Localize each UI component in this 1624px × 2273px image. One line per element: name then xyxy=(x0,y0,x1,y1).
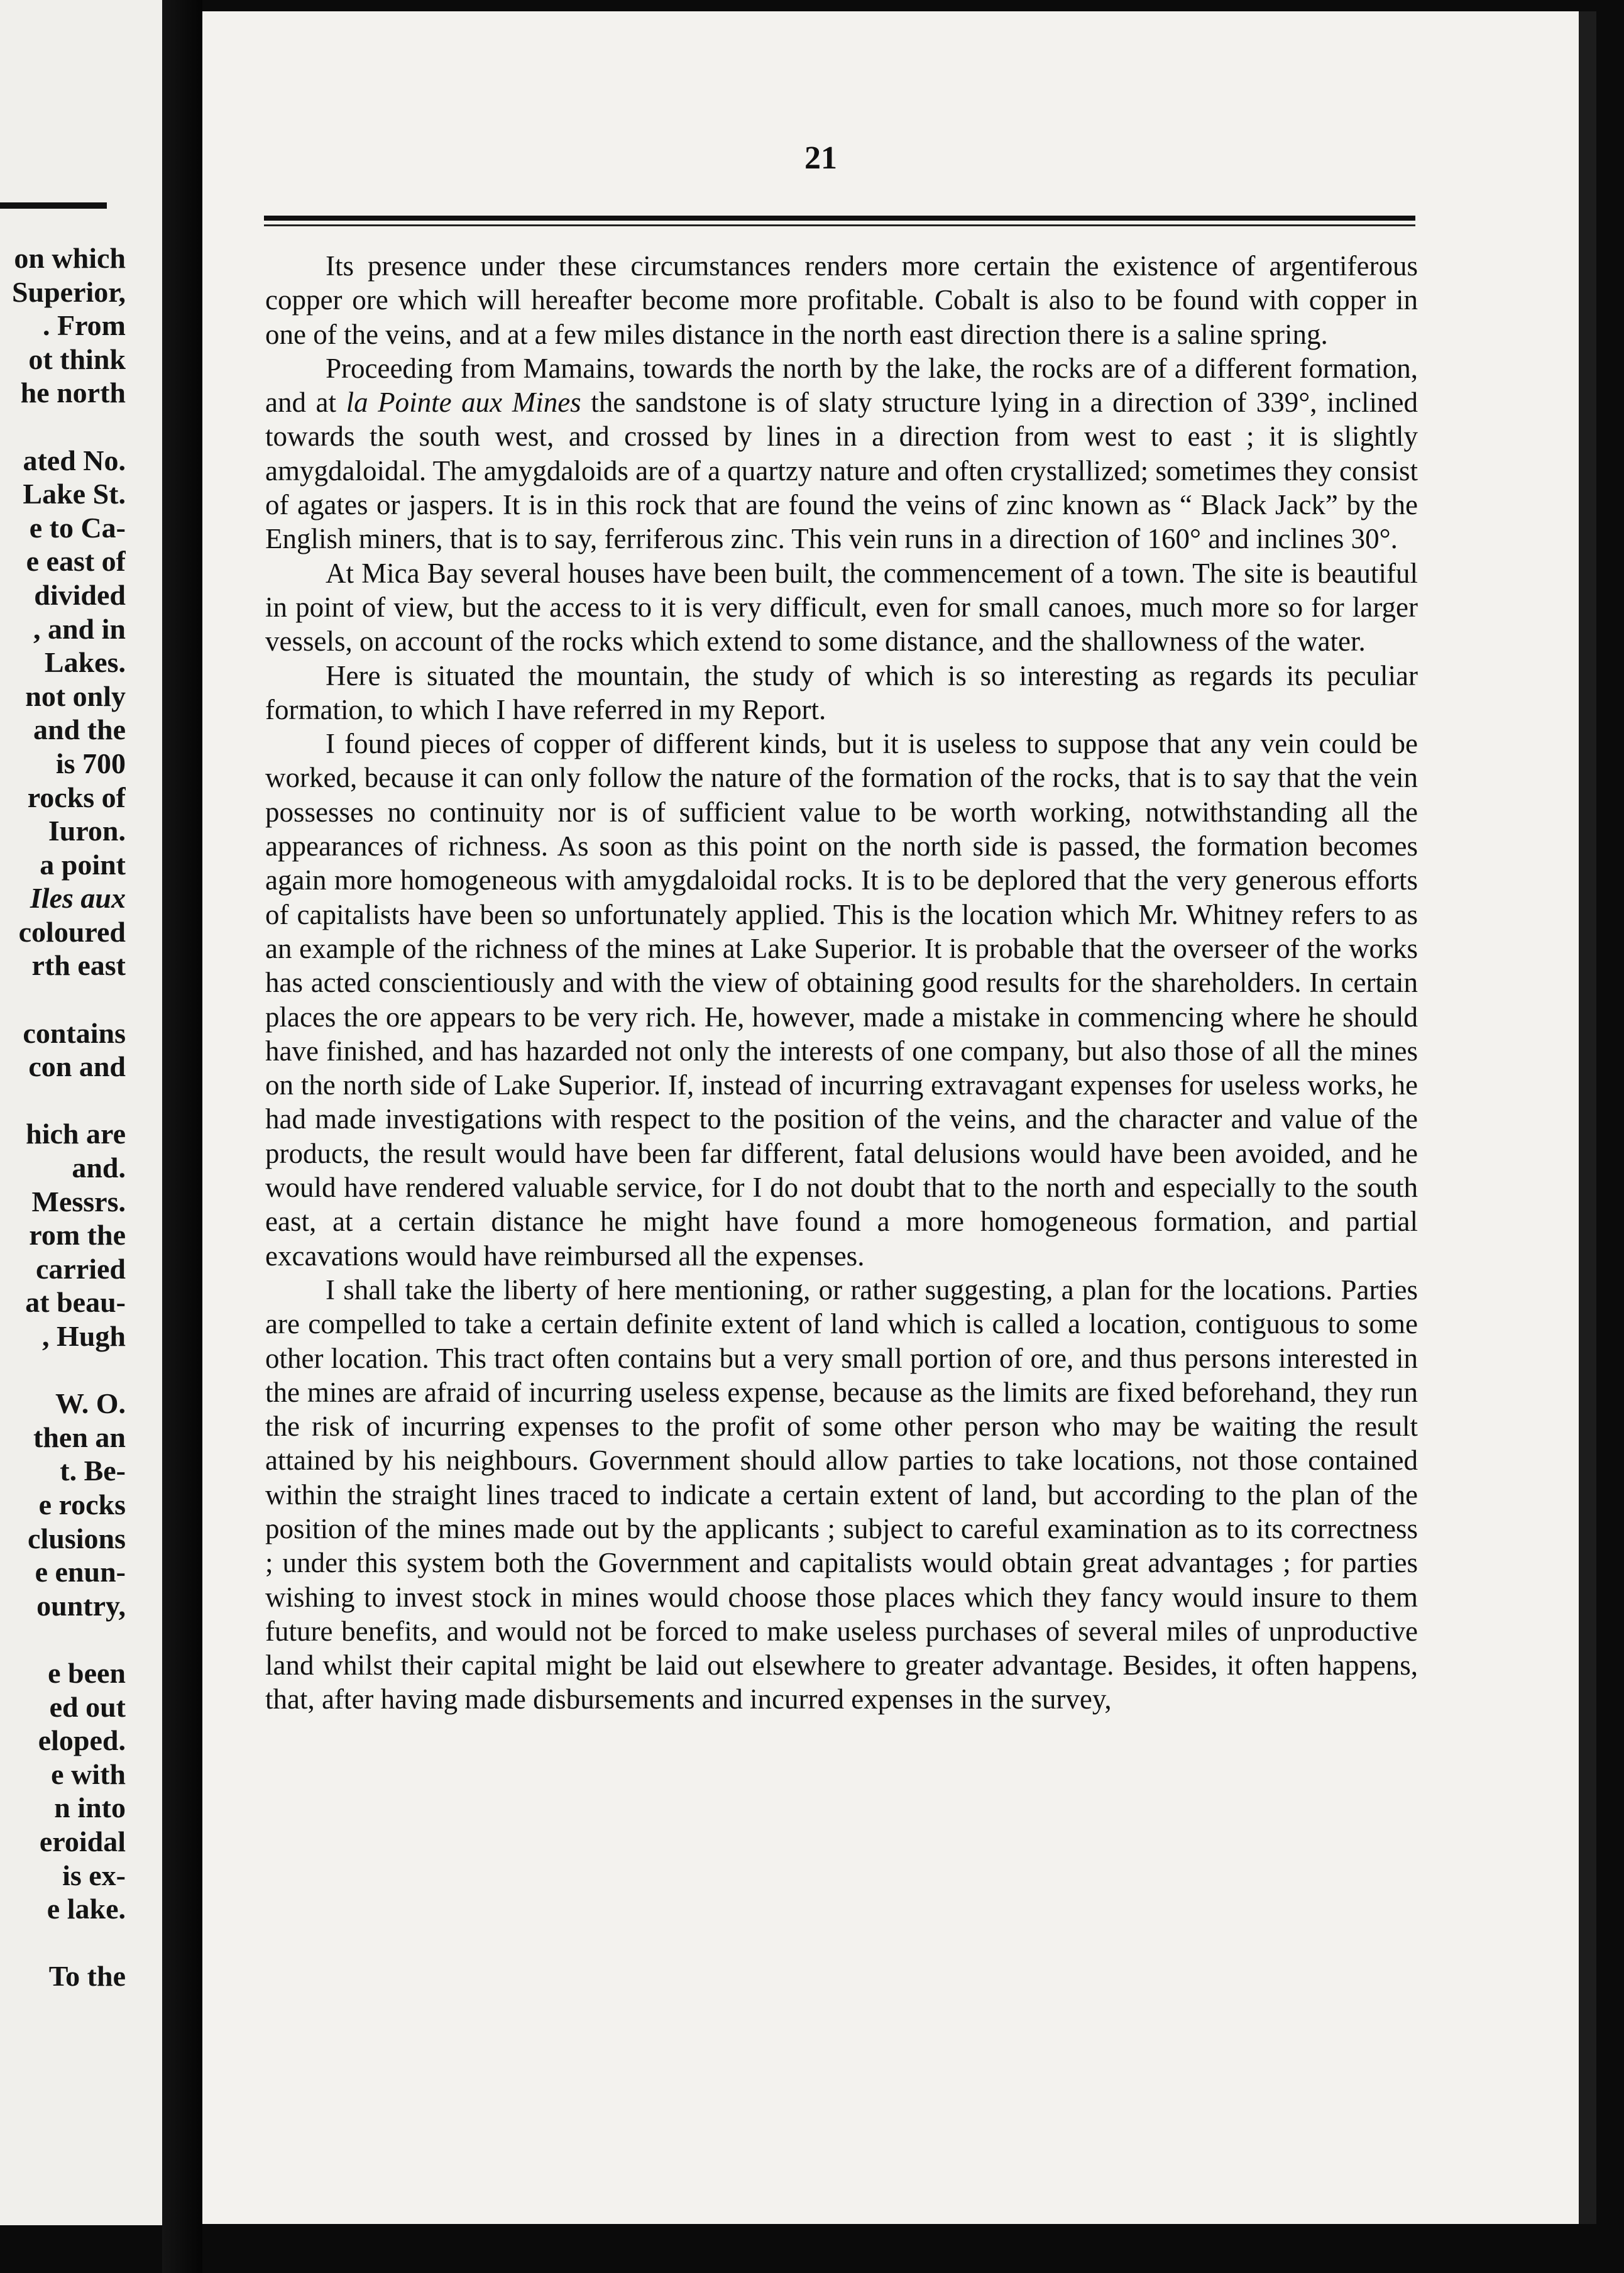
facing-page-line: e lake. xyxy=(47,1893,126,1925)
facing-page-line: eroidal xyxy=(39,1825,126,1857)
paragraph-text: the sandstone is of slaty structure lying in a direction of 339°, inclined towards the south west, and crossed by lines in a direction from west to east ; it is slightly amygdaloidal. The amygdaloids are of a quartzy nature and often crystallized; sometimes they consist of agates or jaspers. It is in this rock that are found the veins of zinc known as “ Black Jack” by the English miners, that is to say, ferriferous zinc. This vein runs in a direction of 160° and inclines 30°. xyxy=(265,387,1418,555)
facing-page-text xyxy=(0,241,126,1993)
facing-page-line: on which xyxy=(14,242,126,274)
facing-page-line: rom the xyxy=(29,1219,126,1252)
facing-page-line: Messrs. xyxy=(31,1185,126,1218)
facing-page-line: carried xyxy=(35,1252,126,1285)
facing-page-line: con and xyxy=(28,1050,126,1083)
facing-page-gap xyxy=(0,1084,126,1118)
facing-page-line: Superior, xyxy=(11,275,126,308)
facing-page-line: he north xyxy=(20,377,126,409)
header-rule xyxy=(264,216,1415,221)
facing-page-line: Iles aux xyxy=(30,882,126,915)
facing-page-line: t. Be- xyxy=(60,1455,126,1487)
facing-page-line: e been xyxy=(48,1656,126,1689)
facing-page-gap xyxy=(0,410,126,444)
paragraph-mica-bay: At Mica Bay several houses have been built, the commencement of a town. The site is beautiful in point of view, but the access to it is very difficult, even for small canoes, much more so for larger vessels, on account of the rocks which extend to some distance, and the shallowness of the water. xyxy=(265,557,1418,658)
paragraph-cobalt: Its presence under these circumstances renders more certain the existence of argentiferous copper ore which will hereafter become more profitable. Cobalt is also to be found with copper in one of the veins, and at a few miles distance in the north east direction there is a saline spring. xyxy=(265,250,1418,350)
facing-page-line: at beau- xyxy=(25,1286,126,1319)
facing-page-rule xyxy=(0,202,107,209)
facing-page-line: Lake St. xyxy=(23,478,126,510)
facing-page-line: divided xyxy=(34,578,126,611)
body-text xyxy=(265,249,1418,1717)
paragraph-mountain: Here is situated the mountain, the study of which is so interesting as regards its peculiar formation, to which I have referred in my Report. xyxy=(265,659,1418,725)
facing-page-line: and the xyxy=(33,713,126,746)
header-rule-thin xyxy=(264,224,1415,226)
facing-page-gap xyxy=(0,1622,126,1656)
facing-page-line: Lakes. xyxy=(44,646,126,679)
facing-page-line: e east of xyxy=(26,545,126,578)
facing-page-line: ountry, xyxy=(36,1589,126,1622)
facing-page-line: n into xyxy=(54,1791,126,1824)
facing-page-line: is 700 xyxy=(55,747,126,779)
facing-page-line: eloped. xyxy=(38,1724,126,1757)
facing-page-line: rth east xyxy=(31,949,126,982)
facing-page-gap xyxy=(0,1353,126,1387)
facing-page-line: e to Ca- xyxy=(29,511,126,544)
facing-page-line: ot think xyxy=(28,343,126,375)
facing-page xyxy=(0,0,166,2225)
book-gutter xyxy=(162,0,202,2273)
facing-page-line: , Hugh xyxy=(42,1320,126,1352)
facing-page-line: ed out xyxy=(49,1690,126,1723)
facing-page-line: W. O. xyxy=(55,1387,126,1420)
facing-page-line: coloured xyxy=(18,915,126,948)
facing-page-line: is ex- xyxy=(62,1859,126,1891)
facing-page-gap xyxy=(0,1926,126,1960)
facing-page-line: and. xyxy=(72,1152,126,1184)
facing-page-line: To the xyxy=(48,1960,126,1993)
facing-page-line: hich are xyxy=(26,1118,126,1150)
facing-page-line: contains xyxy=(23,1016,126,1049)
facing-page-line: rocks of xyxy=(27,781,126,813)
facing-page-gap xyxy=(0,982,126,1016)
facing-page-line: a point xyxy=(40,848,126,881)
paragraph-copper-pieces: I found pieces of copper of different kinds, but it is useless to suppose that any vein could be worked, because it can only follow the nature of the formation of the rocks, that is to say that the vein possesses no continuity nor is of sufficient value to be worth working, notwithstanding all the appearances of richness. As soon as this point on the north side is passed, the formation becomes again more homogeneous with amygdaloidal rocks. It is to be deplored that the very generous efforts of capitalists have been so unfortunately applied. This is the location which Mr. Whitney refers to as an example of the richness of the mines at Lake Superior. It is probable that the overseer of the works has acted conscientiously and with the view of obtaining good results for the shareholders. In certain places the ore appears to be very rich. He, however, made a mistake in commencing where he should have finished, and has hazarded not only the interests of one company, but also those of all the mines on the north side of Lake Superior. If, instead of incurring extravagant expenses for useless works, he had made investigations with respect to the position of the veins, and the character and value of the products, the result would have been far different, fatal delusions would have been avoided, and he would have rendered valuable service, for I do not doubt that to the north and especially to the south east, at a certain distance he might have found a more homogeneous formation, and partial excavations would have reimbursed all the expenses. xyxy=(265,728,1418,1272)
place-name-italic: la Pointe aux Mines xyxy=(346,387,581,419)
facing-page-line: clusions xyxy=(28,1522,126,1555)
facing-page-line: . From xyxy=(42,309,126,342)
paragraph-text: Proceeding from Mamains, towards the north by the lake, the rocks are of a different formation, and at xyxy=(265,352,1418,419)
facing-page-line: Iuron. xyxy=(48,815,126,847)
facing-page-line: , and in xyxy=(33,612,126,645)
facing-page-line: e enun- xyxy=(35,1556,126,1588)
facing-page-line: not only xyxy=(25,680,126,712)
facing-page-line: ated No. xyxy=(23,444,126,476)
facing-page-line: e rocks xyxy=(38,1488,126,1521)
page-number: 21 xyxy=(804,140,837,176)
paragraph-locations-plan: I shall take the liberty of here mentioning, or rather suggesting, a plan for the locations. Parties are compelled to take a certain definite extent of land which is called a location, contiguous to some other location. This tract often contains but a very small portion of ore, and thus persons interested in the mines are afraid of incurring useless expense, because as the limits are fixed beforehand, they run the risk of incurring expenses to the profit of some other person who may be waiting the result attained by his neighbours. Government should allow parties to take locations, not those contained within the straight lines traced to indicate a certain extent of land, but according to the plan of the position of the mines made out by the applicants ; subject to careful examination as to its correctness ; under this system both the Government and capitalists would obtain great advantages ; for parties wishing to invest stock in mines would choose those places which they fancy would insure to them future benefits, and would not be forced to make useless purchases of several miles of unproductive land whilst their capital might be laid out elsewhere to greater advantage. Besides, it often happens, that, after having made disbursements and incurred expenses in the survey, xyxy=(265,1274,1418,1715)
facing-page-line: then an xyxy=(33,1421,126,1453)
facing-page-line: e with xyxy=(51,1758,126,1790)
paragraph-pointe-aux-mines xyxy=(265,351,1418,556)
